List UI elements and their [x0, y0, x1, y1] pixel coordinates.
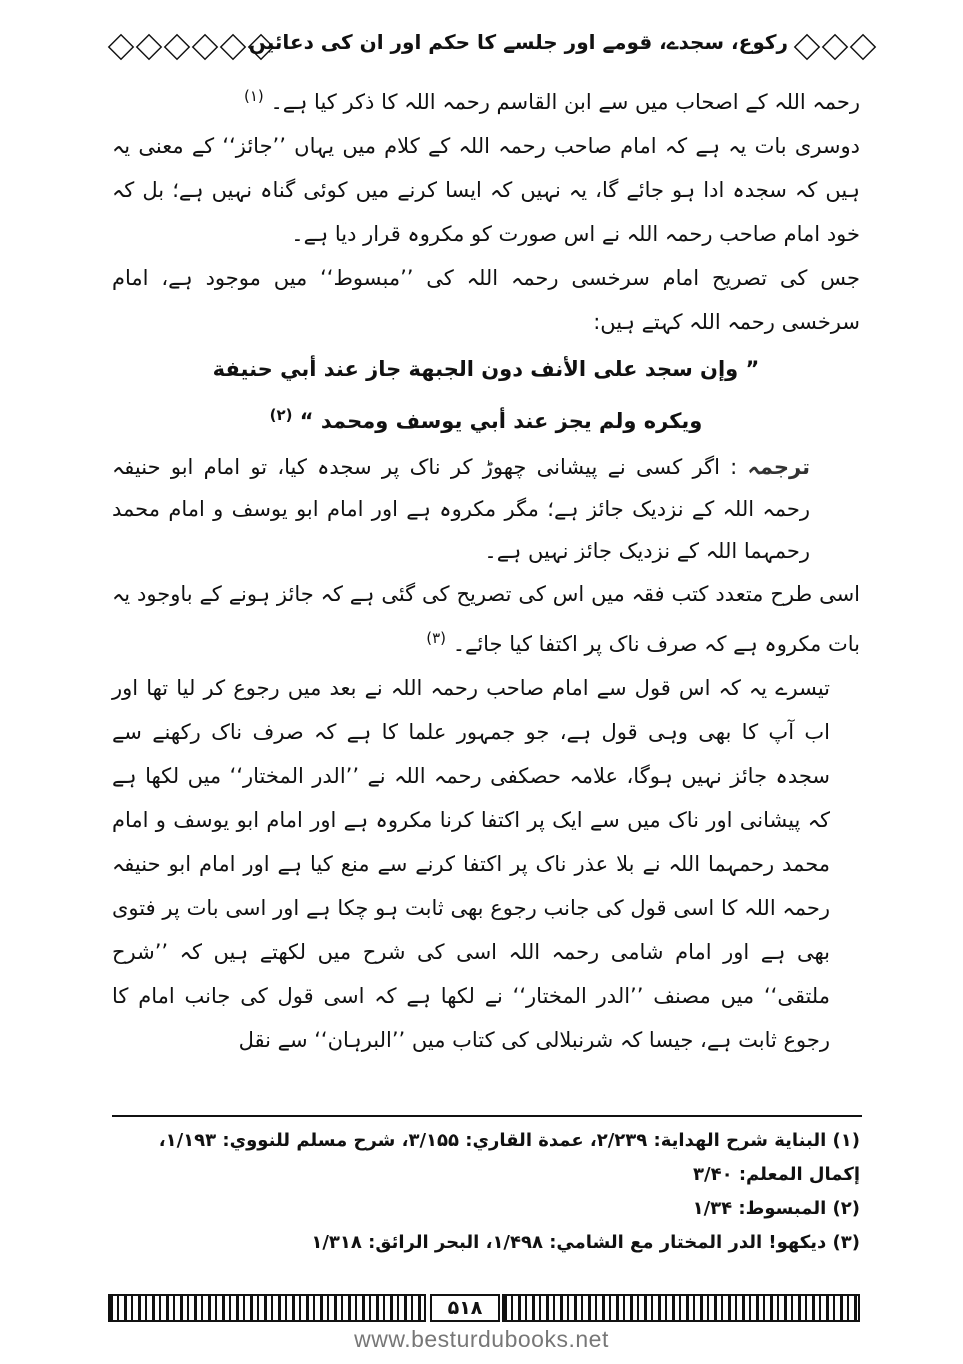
running-title: رکوع، سجدے، قومے اور جلسے کا حکم اور ان کی دعائیں — [248, 30, 788, 54]
page-number: ۵۱۸ — [430, 1294, 500, 1322]
fiqh-books-text: اسی طرح متعدد کتب فقہ میں اس کی تصریح کی گئی ہے کہ جائز ہونے کے باوجود یہ بات مکروہ ہے کہ صرف ناک پر اکتفا کیا جائے۔ — [112, 582, 860, 656]
paragraph-fiqh-books — [112, 572, 860, 666]
translation-paragraph — [112, 446, 860, 572]
page-body — [112, 74, 860, 1062]
footnotes — [112, 1124, 860, 1260]
ornament-diamond — [850, 34, 876, 60]
ornament-diamond — [192, 34, 218, 60]
translation-label: ترجمہ — [747, 455, 810, 479]
arabic-quote-text: ويكره ولم يجز عند أبي يوسف ومحمد “ — [299, 409, 703, 433]
footnote-1: (۱) البناية شرح الهداية: ۲/۲۳۹، عمدة القاري: ۳/۱۵۵، شرح مسلم للنووي: ۱/۱۹۳، إكمال المعلم: ۳/۴۰ — [158, 1130, 860, 1185]
paragraph-sarakhsi: جس کی تصریح امام سرخسی رحمہ اللہ کی ’’مبسوط‘‘ میں موجود ہے، امام سرخسی رحمہ اللہ کہتے ہیں: — [112, 266, 860, 334]
ornament-diamond — [822, 34, 848, 60]
page-footer — [108, 1294, 860, 1324]
footnote-ref-2: (۲) — [269, 406, 293, 424]
page-header — [108, 28, 860, 64]
paragraph-second-point: دوسری بات یہ ہے کہ امام صاحب رحمہ اللہ کے کلام میں یہاں ’’جائز‘‘ کے معنی یہ ہیں کہ سجدہ ادا ہو جائے گا، یہ نہیں کہ ایسا کرنے میں کوئی گناہ نہیں ہے؛ بل کہ خود امام صاحب رحمہ اللہ نے اس صورت کو مکروہ قرار دیا ہے۔ — [112, 134, 860, 246]
ornament-diamond — [108, 34, 134, 60]
footnote-ref-1: (۱) — [244, 87, 264, 105]
footnote-3: (۳) دیکھو! الدر المختار مع الشامي: ۱/۴۹۸، البحر الرائق: ۱/۳۱۸ — [311, 1232, 860, 1253]
arabic-quote-line-1: ” وإن سجد على الأنف دون الجبهة جاز عند أبي حنيفة — [212, 357, 760, 381]
footer-ornament-left — [108, 1294, 426, 1322]
translation-text: : اگر کسی نے پیشانی چھوڑ کر ناک پر سجدہ کیا، تو امام ابو حنیفہ رحمہ اللہ کے نزدیک جائز ہے؛ مگر مکروہ ہے اور امام ابو یوسف و امام محمد رحمہما اللہ کے نزدیک جائز نہیں ہے۔ — [112, 455, 810, 563]
arabic-quote-line-2 — [112, 394, 860, 442]
ornament-diamond — [136, 34, 162, 60]
ornament-diamond — [794, 34, 820, 60]
website-url: www.besturdubooks.net — [354, 1326, 609, 1352]
footnote-ref-3: (۳) — [426, 629, 447, 647]
ornament-diamond — [220, 34, 246, 60]
footnote-2: (۲) المبسوط: ۱/۳۴ — [692, 1198, 860, 1219]
intro-line — [112, 74, 860, 124]
paragraph-third-point: تیسرے یہ کہ اس قول سے امام صاحب رحمہ اللہ نے بعد میں رجوع کر لیا تھا اور اب آپ کا بھی وہی قول ہے، جو جمہور علما کا ہے کہ صرف ناک رکھنے سے سجدہ جائز نہیں ہوگا، علامہ حصکفی رحمہ اللہ نے ’’الدر المختار‘‘ میں لکھا ہے کہ پیشانی اور ناک میں سے ایک پر اکتفا کرنا مکروہ ہے اور امام ابو یوسف و امام محمد رحمہما اللہ نے بلا عذر ناک پر اکتفا کرنے سے منع کیا ہے اور امام ابو حنیفہ رحمہ اللہ کا اسی قول کی جانب رجوع بھی ثابت ہو چکا ہے اور اسی بات پر فتوی بھی ہے اور امام شامی رحمہ اللہ اسی کی شرح میں لکھتے ہیں کہ ’’شرح ملتقی‘‘ میں مصنف ’’الدر المختار‘‘ نے لکھا ہے کہ اسی قول کی جانب امام کا رجوع ثابت ہے، جیسا کہ شرنبلالی کی کتاب میں ’’البرہان‘‘ سے نقل — [112, 676, 830, 1052]
footnote-divider — [112, 1115, 862, 1117]
footer-ornament-right — [502, 1294, 860, 1322]
ornament-diamond — [164, 34, 190, 60]
intro-text: رحمہ اللہ کے اصحاب میں سے ابن القاسم رحمہ اللہ کا ذکر کیا ہے۔ — [270, 90, 860, 114]
header-ornament-right — [794, 34, 860, 60]
header-ornament-left — [108, 34, 268, 60]
